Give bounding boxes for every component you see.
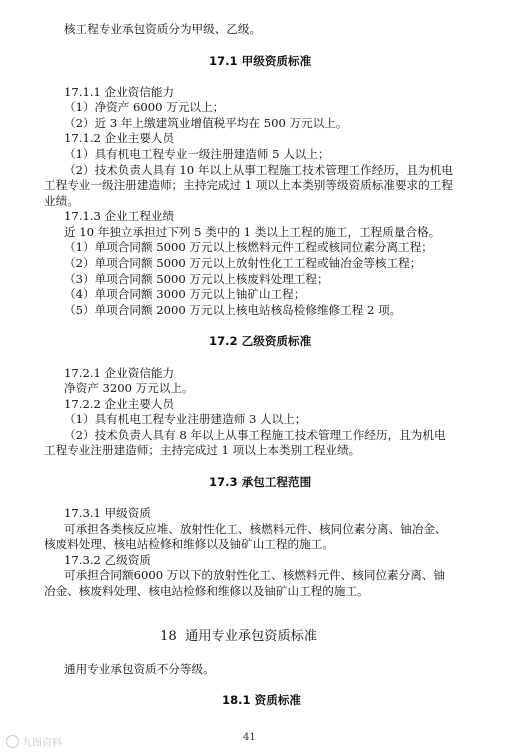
body-text: 核废料处理、核电站检修和维修以及铀矿山工程的施工。	[44, 537, 334, 551]
watermark	[6, 734, 62, 749]
section-heading-18-1: 18.1 资质标准	[222, 693, 302, 707]
subsection-heading: 17.3.2 乙级资质	[64, 553, 151, 567]
subsection-heading: 17.1.2 企业主要人员	[64, 131, 175, 145]
list-item: （5）单项合同额 2000 万元以上核电站核岛检修维修工程 2 项。	[64, 303, 402, 317]
body-text: （2）技术负责人具有 10 年以上从事工程施工技术管理工作经历，且为机电	[64, 163, 453, 177]
body-text: 可承担合同额6000 万以下的放射性化工、核燃料元件、核同位素分离、铀	[64, 568, 446, 582]
body-text: 近 10 年独立承担过下列 5 类中的 1 类以上工程的施工，工程质量合格。	[64, 225, 441, 239]
chapter-heading-18: 18 通用专业承包资质标准	[160, 629, 318, 644]
body-text: 净资产 3200 万元以上。	[64, 381, 194, 395]
section-heading-17-2: 17.2 乙级资质标准	[209, 334, 312, 348]
watermark-text: 九图资料	[22, 738, 62, 749]
list-item: （4）单项合同额 3000 万元以上铀矿山工程；	[64, 287, 306, 301]
intro-text: 核工程专业承包资质分为甲级、乙级。	[64, 22, 262, 36]
body-text: 工程专业注册建造师；主持完成过 1 项以上本类别工程业绩。	[44, 443, 361, 457]
subsection-heading: 17.1.1 企业资信能力	[64, 85, 175, 99]
page-number: 41	[243, 732, 256, 743]
list-item: （1）单项合同额 5000 万元以上核燃料元件工程或核同位素分离工程；	[64, 240, 433, 254]
list-item: （2）单项合同额 5000 万元以上放射性化工工程或铀冶金等核工程；	[64, 256, 422, 270]
subsection-heading: 17.2.2 企业主要人员	[64, 397, 175, 411]
body-text: （1）具有机电工程专业一级注册建造师 5 人以上；	[64, 147, 330, 161]
subsection-heading: 17.3.1 甲级资质	[64, 506, 151, 520]
body-text: （2）技术负责人具有 8 年以上从事工程施工技术管理工作经历，且为机电	[64, 428, 446, 442]
section-heading-17-1: 17.1 甲级资质标准	[209, 54, 312, 68]
watermark-logo-icon	[6, 735, 19, 748]
body-text: （1）具有机电工程专业注册建造师 3 人以上；	[64, 412, 307, 426]
body-text: 工程专业一级注册建造师；主持完成过 1 项以上本类别等级资质标准要求的工程	[44, 178, 453, 192]
body-text: （2）近 3 年上缴建筑业增值税平均在 500 万元以上。	[64, 116, 348, 130]
subsection-heading: 17.1.3 企业工程业绩	[64, 209, 175, 223]
body-text: 通用专业承包资质不分等级。	[64, 662, 215, 676]
body-text: （1）净资产 6000 万元以上；	[64, 100, 225, 114]
body-text: 可承担各类核反应堆、放射性化工、核燃料元件、核同位素分离、铀冶金、	[64, 522, 447, 536]
list-item: （3）单项合同额 5000 万元以上核废料处理工程；	[64, 272, 329, 286]
body-text: 业绩。	[44, 194, 79, 208]
subsection-heading: 17.2.1 企业资信能力	[64, 366, 175, 380]
body-text: 冶金、核废料处理、核电站检修和维修以及铀矿山工程的施工。	[44, 584, 369, 598]
section-heading-17-3: 17.3 承包工程范围	[209, 475, 312, 489]
